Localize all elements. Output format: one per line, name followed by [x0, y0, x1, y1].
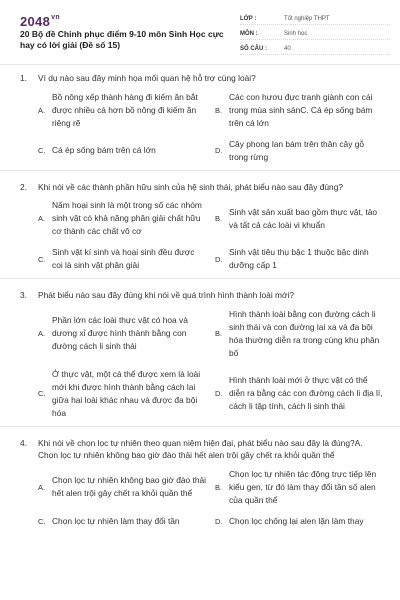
option-a[interactable] — [38, 91, 207, 130]
option-text: Cây phong lan bám trên thân cây gỗ trong rừng — [229, 138, 365, 162]
option-text: Chọn lọc tự nhiên làm thay đổi tần — [52, 515, 180, 526]
options-grid — [20, 91, 384, 164]
divider — [0, 170, 400, 171]
question-text: Phát biểu nào sau đây đúng khi nói về quá trình hình thành loài mới? — [38, 290, 294, 300]
question-number: 4. — [20, 437, 27, 448]
doc-title: 20 Bộ đề Chinh phục điểm 9-10 môn Sinh Học cực hay có lời giải (Đề số 15) — [20, 29, 224, 50]
option-a[interactable] — [38, 468, 207, 507]
option-d[interactable] — [215, 246, 384, 272]
option-b[interactable] — [215, 468, 384, 507]
meta-row-subject — [240, 28, 390, 40]
question-number: 1. — [20, 73, 27, 83]
option-d[interactable] — [215, 368, 384, 420]
option-letter: A. — [38, 329, 46, 338]
options-grid — [20, 308, 384, 420]
question-2 — [0, 181, 400, 273]
option-letter: D. — [215, 516, 223, 526]
question-stem — [20, 181, 384, 194]
divider — [0, 426, 400, 427]
option-letter: D. — [215, 146, 223, 155]
options-grid — [20, 199, 384, 272]
option-text: Cá ép sống bám trên cá lớn — [52, 145, 156, 155]
option-letter: C. — [38, 516, 46, 526]
question-list — [0, 72, 400, 528]
meta-label: MÔN : — [240, 30, 258, 37]
option-a[interactable] — [38, 199, 207, 238]
option-text: Hình thành loài mới ở thực vật có thể diễn ra bằng các con đường cách li địa lí, cách li tập tính, cách li sinh thái — [229, 375, 383, 411]
option-text: Phần lớn các loài thực vật có hoa và dương xỉ được hình thành bằng con đường cách li sinh thái — [52, 315, 188, 351]
option-letter: A. — [38, 105, 46, 115]
meta-row-count — [240, 43, 390, 55]
option-letter: B. — [215, 105, 223, 115]
option-c[interactable] — [38, 515, 207, 528]
options-grid — [20, 468, 384, 528]
option-letter: D. — [215, 254, 223, 264]
option-letter: B. — [215, 329, 223, 338]
question-3 — [0, 289, 400, 420]
option-b[interactable] — [215, 91, 384, 130]
option-letter: D. — [215, 389, 223, 398]
option-text: Hình thành loài bằng con đường cách li sinh thái và con đường lai xa và đa bội hóa thường diễn ra trong cùng khu phân bố — [229, 308, 380, 358]
option-c[interactable] — [38, 368, 207, 420]
option-b[interactable] — [215, 308, 384, 360]
option-d[interactable] — [215, 515, 384, 528]
question-4 — [0, 437, 400, 528]
option-text: Sinh vật kí sinh và hoại sinh đều được coi là sinh vật phân giải — [52, 247, 195, 270]
question-number: 3. — [20, 290, 27, 300]
question-number: 2. — [20, 181, 27, 192]
option-letter: A. — [38, 482, 46, 492]
option-letter: C. — [38, 146, 46, 155]
option-text: Các con hươu đực tranh giành con cái trong mùa sinh sảnC. Cá ép sống bám trên cá lớn — [229, 91, 373, 128]
option-letter: B. — [215, 482, 223, 492]
option-text: Chọn lọc chống lại alen lặn làm thay — [229, 515, 364, 526]
option-letter: B. — [215, 214, 223, 223]
option-b[interactable] — [215, 199, 384, 238]
meta-info — [240, 13, 390, 58]
option-text: Chọn lọc tự nhiên không bao giờ đào thải hết alen trội gây chết ra khỏi quần thể — [52, 475, 207, 498]
meta-label: SỐ CÂU : — [240, 45, 267, 52]
option-text: Nấm hoại sinh là một trong số các nhóm sinh vật có khả năng phân giải chất hữu cơ thành các chất vô cơ — [52, 200, 202, 236]
question-stem — [20, 72, 384, 85]
meta-row-class — [240, 13, 390, 25]
option-letter: C. — [38, 254, 46, 264]
option-text: Ở thực vật, một cá thể được xem là loài mới khi được hình thành bằng cách lai giữa hai loài khác nhau và được đa bội hóa — [52, 368, 201, 418]
question-text: Khi nói về chọn lọc tự nhiên theo quan niệm hiện đại, phát biểu nào sau đây là đúng?A. Chọn lọc tự nhiên không bao giờ đào thải hết alen trội gây chết ra khỏi quần thể — [38, 437, 363, 460]
option-a[interactable] — [38, 308, 207, 360]
option-c[interactable] — [38, 138, 207, 164]
divider — [0, 278, 400, 279]
option-letter: A. — [38, 214, 46, 223]
option-d[interactable] — [215, 138, 384, 164]
option-text: Chọn lọc tự nhiên tác động trực tiếp lên kiểu gen, từ đó làm thay đổi tần số alen của quần thể — [229, 468, 377, 505]
question-stem — [20, 437, 384, 462]
option-text: Bồ nông xếp thành hàng đi kiếm ăn bắt được nhiều cá hơn bồ nông đi kiếm ăn riêng rẽ — [52, 91, 198, 128]
site-logo[interactable]: $2048^{vn}$ — [20, 14, 60, 29]
question-text: Khi nói về các thành phần hữu sinh của hệ sinh thái, phát biểu nào sau đây đúng? — [38, 181, 344, 192]
question-1 — [0, 72, 400, 164]
meta-label: LỚP : — [240, 15, 257, 22]
option-text: Sinh vật sản xuất bao gồm thực vật, tảo và tất cả các loài vi khuẩn — [229, 206, 378, 230]
question-text: Ví dụ nào sau đây minh họa mối quan hệ hỗ trợ cùng loài? — [38, 73, 256, 83]
document-header — [0, 0, 400, 65]
question-stem — [20, 289, 384, 302]
meta-value: 40 — [284, 45, 291, 52]
option-text: Sinh vật tiêu thụ bậc 1 thuộc bậc dinh dưỡng cấp 1 — [229, 247, 369, 270]
meta-value: Sinh học — [284, 30, 308, 37]
option-c[interactable] — [38, 246, 207, 272]
option-letter: C. — [38, 389, 46, 398]
meta-value: Tốt nghiệp THPT — [284, 15, 330, 22]
